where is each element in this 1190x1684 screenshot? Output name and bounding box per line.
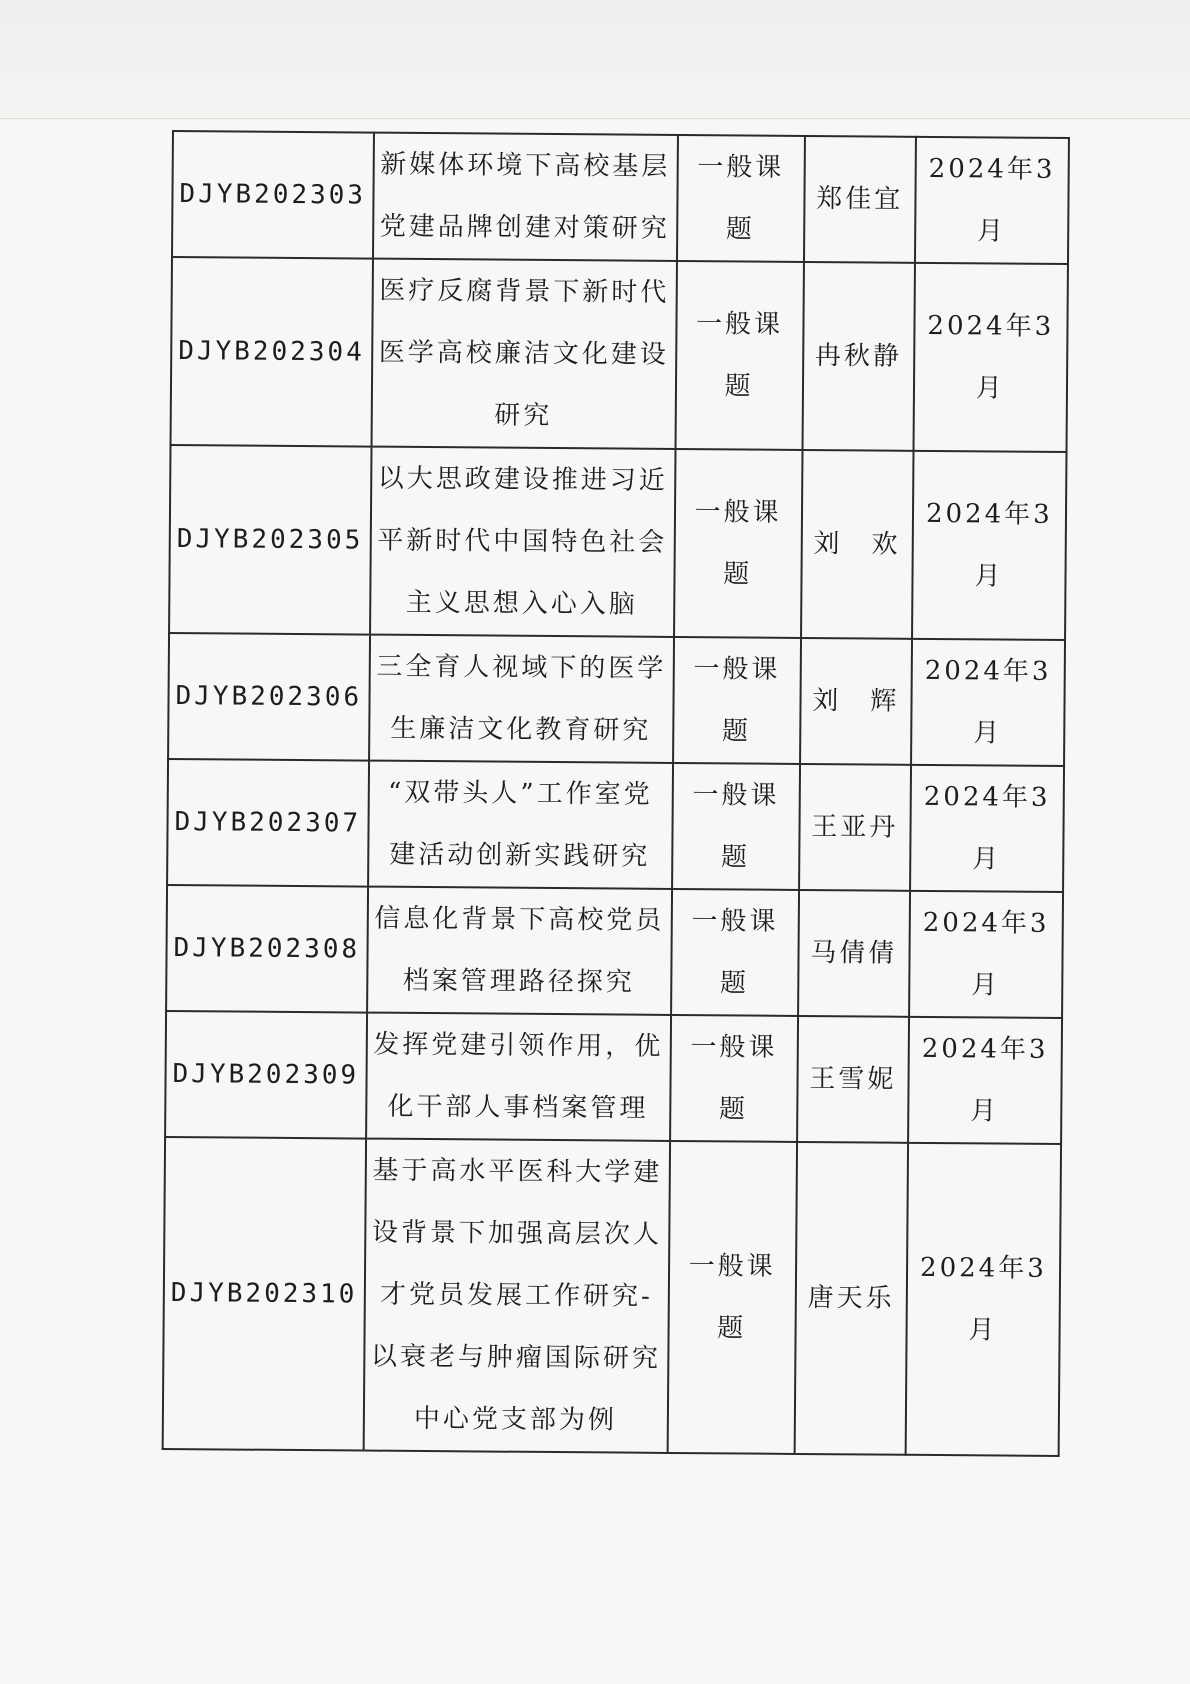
project-leader: 郑佳宜 bbox=[804, 136, 916, 263]
table-row bbox=[171, 257, 1068, 452]
table-row bbox=[166, 885, 1063, 1018]
project-table bbox=[162, 130, 1070, 1457]
project-type: 一般课题 bbox=[672, 763, 800, 890]
project-title-line: 设背景下加强高层次人 bbox=[371, 1217, 663, 1250]
project-code: DJYB202310 bbox=[163, 1137, 366, 1451]
project-title-line: 医疗反腐背景下新时代 bbox=[379, 275, 670, 308]
project-title-line: 以大思政建设推进习近 bbox=[377, 463, 668, 496]
project-title-line: 三全育人视域下的医学 bbox=[376, 651, 667, 684]
project-title bbox=[367, 887, 672, 1015]
table-row bbox=[172, 131, 1069, 264]
project-title bbox=[373, 133, 678, 261]
project-title-line: “双带头人”工作室党 bbox=[387, 777, 653, 810]
table-row bbox=[168, 633, 1065, 766]
project-title bbox=[369, 635, 674, 763]
project-title-line: 档案管理路径探究 bbox=[402, 965, 635, 998]
project-title-line: 化干部人事档案管理 bbox=[387, 1091, 649, 1124]
project-leader: 冉秋静 bbox=[802, 262, 915, 451]
project-date: 2024年3月 bbox=[909, 891, 1063, 1018]
project-leader: 王雪妮 bbox=[797, 1016, 909, 1143]
project-leader: 王亚丹 bbox=[799, 764, 911, 891]
project-leader: 唐天乐 bbox=[794, 1142, 908, 1455]
project-title-line: 基于高水平医科大学建 bbox=[372, 1155, 663, 1188]
project-title bbox=[363, 1139, 669, 1453]
project-title-line: 平新时代中国特色社会 bbox=[377, 525, 668, 558]
project-title-line: 信息化背景下高校党员 bbox=[374, 903, 665, 936]
table-row bbox=[169, 445, 1066, 640]
project-type: 一般课题 bbox=[677, 135, 805, 262]
project-leader: 刘 辉 bbox=[800, 638, 912, 765]
project-type: 一般课题 bbox=[667, 1141, 797, 1454]
project-title bbox=[370, 447, 675, 637]
project-type: 一般课题 bbox=[673, 637, 801, 764]
project-leader: 刘 欢 bbox=[801, 450, 914, 639]
project-type: 一般课题 bbox=[670, 1015, 798, 1142]
table-row bbox=[165, 1011, 1062, 1144]
project-title-line: 研究 bbox=[494, 400, 553, 431]
project-date: 2024年3月 bbox=[905, 1143, 1061, 1456]
project-code: DJYB202306 bbox=[168, 633, 370, 761]
project-title-line: 发挥党建引领作用，优 bbox=[373, 1029, 664, 1062]
project-date: 2024年3月 bbox=[908, 1017, 1062, 1144]
project-date: 2024年3月 bbox=[910, 765, 1064, 892]
project-title bbox=[371, 259, 676, 449]
project-title-line: 才党员发展工作研究- bbox=[379, 1279, 653, 1312]
project-title-line: 新媒体环境下高校基层 bbox=[380, 149, 671, 182]
project-title-line: 建活动创新实践研究 bbox=[389, 839, 651, 872]
project-code: DJYB202307 bbox=[167, 759, 369, 887]
project-title bbox=[366, 1013, 671, 1141]
project-date: 2024年3月 bbox=[911, 639, 1065, 766]
project-date: 2024年3月 bbox=[915, 137, 1069, 264]
table-row bbox=[163, 1137, 1061, 1456]
project-code: DJYB202305 bbox=[169, 445, 371, 635]
project-code: DJYB202304 bbox=[171, 257, 373, 447]
project-title-line: 主义思想入心入脑 bbox=[405, 587, 638, 620]
project-date: 2024年3月 bbox=[913, 263, 1068, 452]
project-title-line: 生廉洁文化教育研究 bbox=[390, 713, 652, 746]
project-type: 一般课题 bbox=[675, 261, 804, 450]
project-title-line: 以衰老与肿瘤国际研究 bbox=[370, 1341, 662, 1374]
project-type: 一般课题 bbox=[671, 889, 799, 1016]
project-leader: 马倩倩 bbox=[798, 890, 910, 1017]
project-code: DJYB202308 bbox=[166, 885, 368, 1013]
project-title-line: 医学高校廉洁文化建设 bbox=[378, 337, 669, 370]
project-type: 一般课题 bbox=[674, 449, 803, 638]
project-title-line: 党建品牌创建对策研究 bbox=[379, 211, 670, 244]
project-code: DJYB202303 bbox=[172, 131, 374, 259]
project-title-line: 中心党支部为例 bbox=[413, 1403, 618, 1436]
table-row bbox=[167, 759, 1064, 892]
project-code: DJYB202309 bbox=[165, 1011, 367, 1139]
project-title bbox=[368, 761, 673, 889]
project-date: 2024年3月 bbox=[912, 451, 1067, 640]
